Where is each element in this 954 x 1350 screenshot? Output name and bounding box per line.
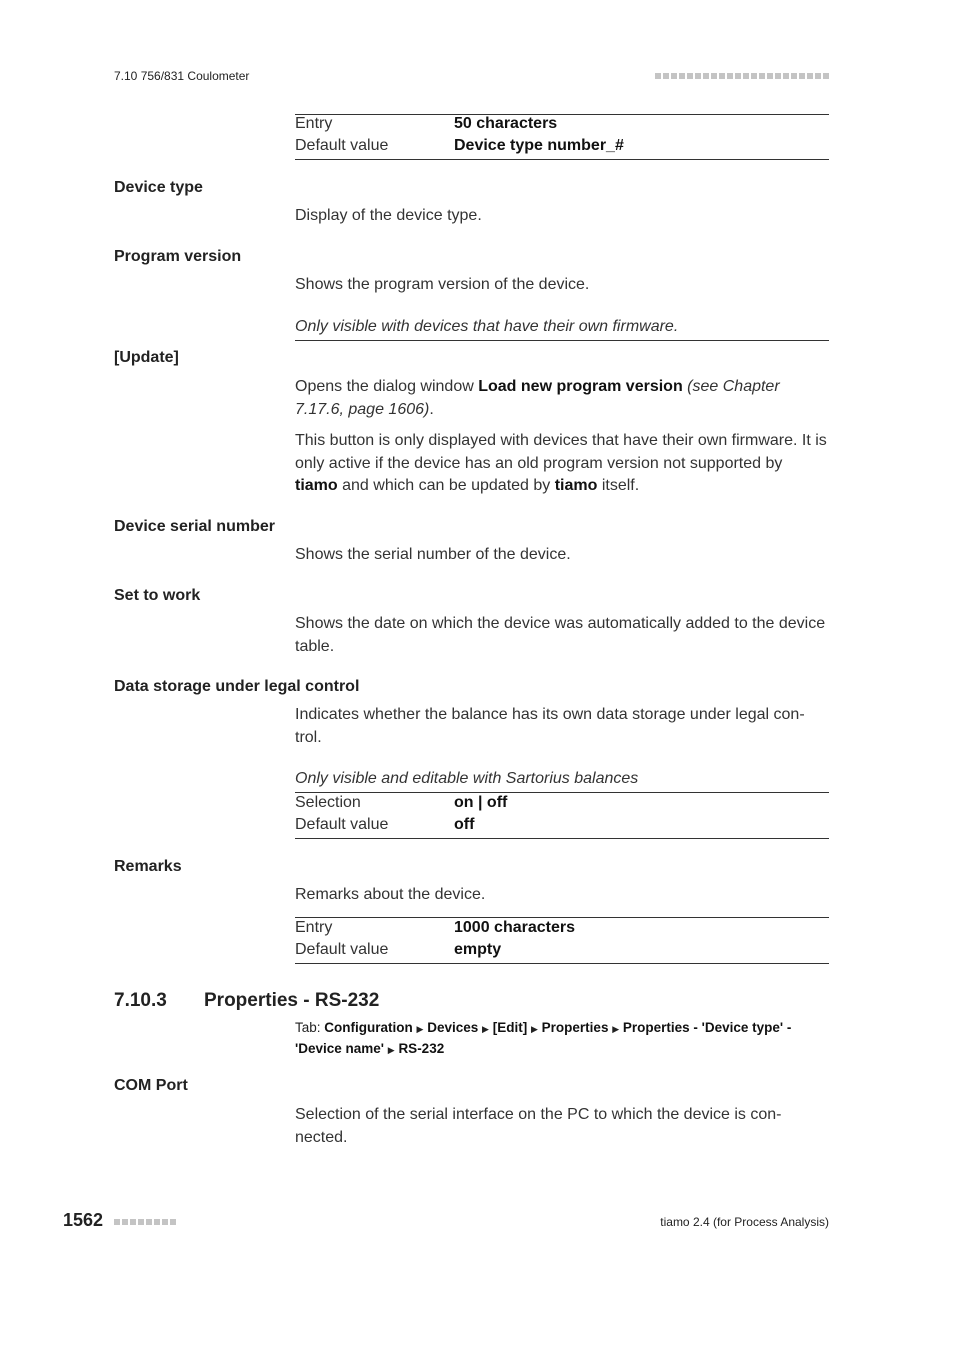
desc-device-serial-number: Shows the serial number of the device.	[295, 546, 571, 563]
footer-product: tiamo 2.4 (for Process Analysis)	[660, 1215, 829, 1229]
table-row: Entry 50 characters	[295, 115, 558, 132]
desc-program-version: Shows the program version of the device.	[295, 276, 590, 293]
desc-device-type: Display of the device type.	[295, 207, 482, 224]
section-heading	[114, 990, 379, 1012]
running-header-chapter: 7.10 756/831 Coulometer	[114, 69, 250, 83]
desc-data-storage-legal: Indicates whether the balance has its own data storage under legal con-trol.	[295, 706, 805, 746]
desc-update-2: This button is only displayed with devices that have their own firmware. It is only active if the device has an old program version not supported by tiamo and which can be updated by tiamo itself.	[295, 432, 827, 494]
term-set-to-work: Set to work	[114, 587, 201, 604]
table-bottom-rule	[295, 838, 829, 839]
arrow-right-icon: ▶	[612, 1024, 620, 1034]
header-decoration	[655, 73, 829, 79]
table-row: Selection on | off	[295, 794, 508, 811]
desc-com-port: Selection of the serial interface on the PC to which the device is con-nected.	[295, 1106, 782, 1146]
term-device-type: Device type	[114, 179, 203, 196]
term-device-serial-number: Device serial number	[114, 518, 275, 535]
desc-remarks: Remarks about the device.	[295, 886, 486, 903]
note-rule	[295, 340, 829, 341]
term-program-version: Program version	[114, 248, 242, 265]
table-bottom-rule	[295, 159, 829, 160]
tab-path: Tab: Configuration ▶ Devices ▶ [Edit] ▶ Properties ▶ Properties - 'Device type' - 'Device name' ▶ RS-232	[295, 1020, 792, 1056]
section-number: 7.10.3	[114, 990, 167, 1011]
table-row: Default value Device type number_#	[295, 137, 624, 154]
footer-decoration	[114, 1219, 176, 1225]
term-update: [Update]	[114, 349, 179, 366]
page-number: 1562	[63, 1210, 104, 1230]
term-remarks: Remarks	[114, 858, 182, 875]
note-program-version: Only visible with devices that have their own firmware.	[295, 318, 679, 335]
arrow-right-icon: ▶	[482, 1024, 489, 1034]
desc-set-to-work: Shows the date on which the device was automatically added to the device table.	[295, 615, 826, 655]
arrow-right-icon: ▶	[530, 1024, 538, 1034]
table-row: Entry 1000 characters	[295, 919, 575, 936]
note-data-storage-legal: Only visible and editable with Sartorius balances	[295, 770, 639, 787]
term-com-port: COM Port	[114, 1077, 188, 1094]
term-data-storage-legal: Data storage under legal control	[114, 678, 360, 695]
section-title: Properties - RS-232	[204, 990, 380, 1011]
arrow-right-icon: ▶	[416, 1024, 424, 1034]
table-bottom-rule	[295, 963, 829, 964]
desc-update-1: Opens the dialog window Load new program version (see Chapter 7.17.6, page 1606).	[295, 378, 780, 418]
arrow-right-icon: ▶	[387, 1045, 395, 1055]
table-row: Default value off	[295, 816, 475, 833]
table-row: Default value empty	[295, 941, 502, 958]
